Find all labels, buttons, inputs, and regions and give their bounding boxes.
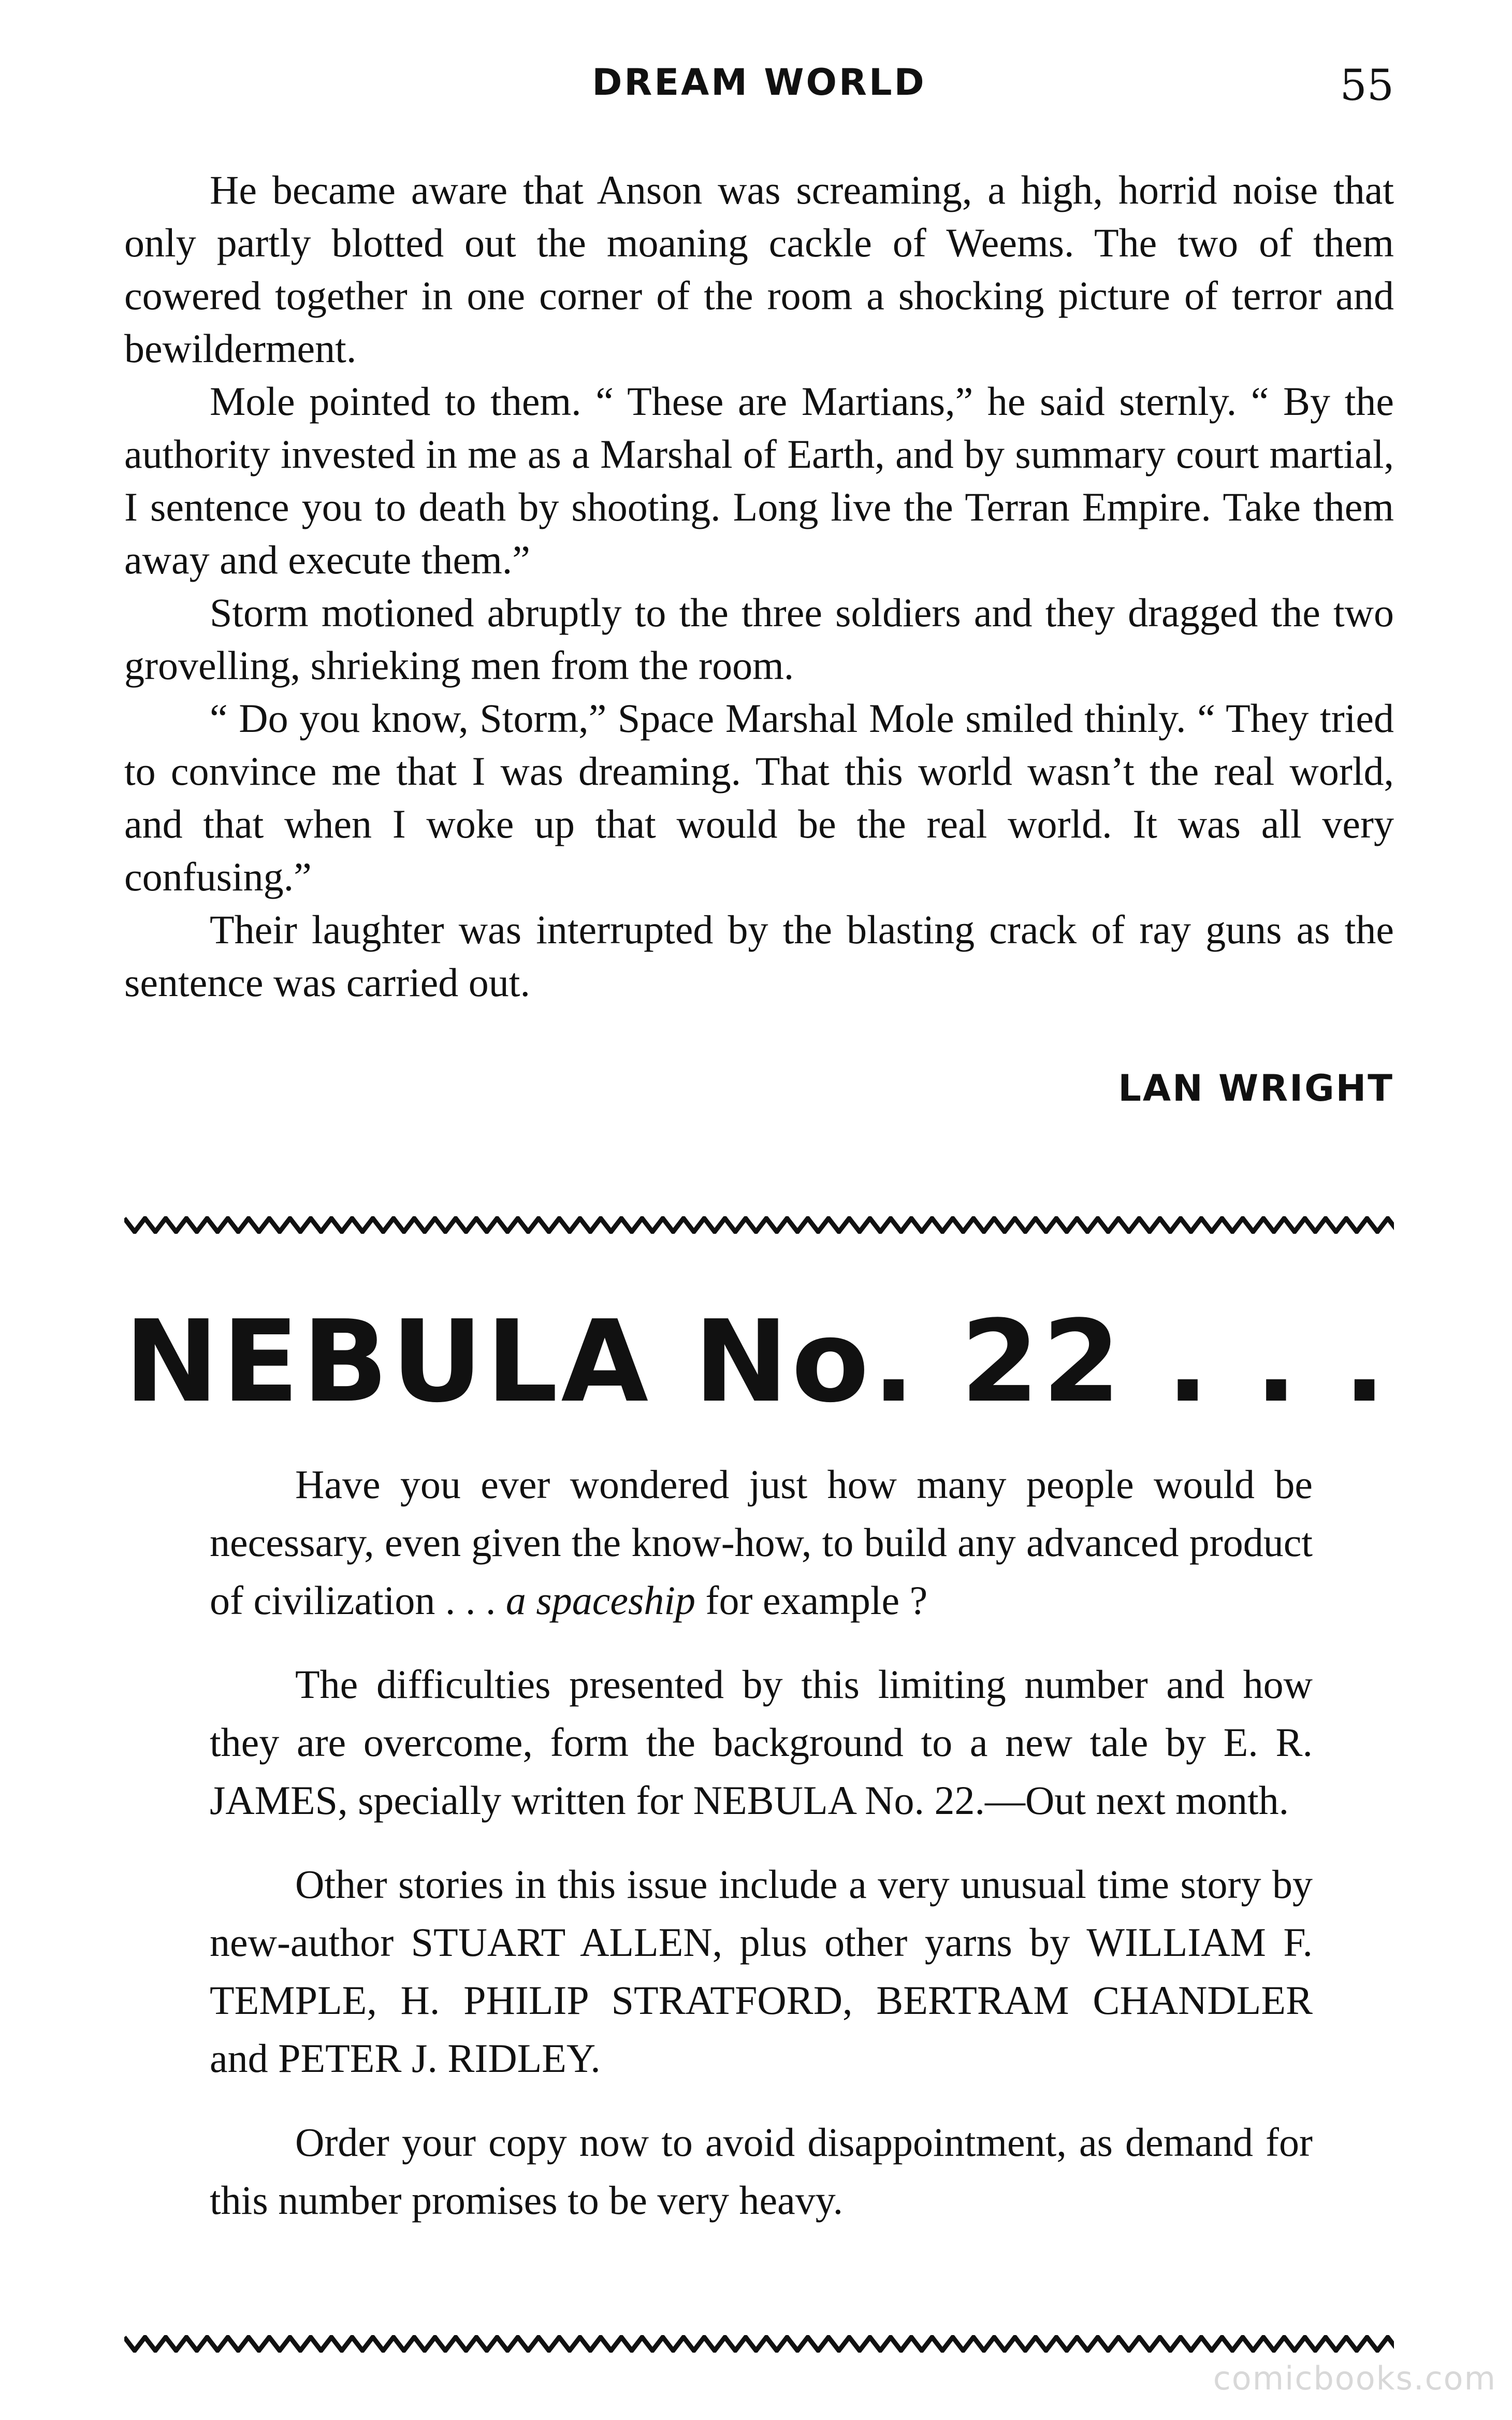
story-paragraph: Storm motioned abruptly to the three soldiers and they dragged the two grovelling, shrieking men from the room. <box>124 590 1394 688</box>
announcement-paragraph <box>210 1456 1313 1630</box>
story-text <box>124 164 1394 1009</box>
story-paragraph: Their laughter was interrupted by the blasting crack of ray guns as the sentence was carried out. <box>124 907 1394 1005</box>
italic-phrase: a spaceship <box>505 1578 695 1623</box>
announcement-paragraph: Order your copy now to avoid disappointment, as demand for this number promises to be very heavy. <box>210 2120 1313 2223</box>
ornamental-divider <box>124 1216 1394 1234</box>
zigzag-ornament <box>124 2335 1394 2353</box>
ornamental-divider <box>124 2335 1394 2353</box>
running-title: DREAM WORLD <box>592 61 926 104</box>
zigzag-ornament <box>124 1216 1394 1234</box>
announcement-text <box>210 1456 1313 2255</box>
announcement-title: NEBULA No. 22 . . . <box>124 1297 1389 1428</box>
story-paragraph: He became aware that Anson was screaming, a high, horrid noise that only partly blotted out the moaning cackle of Weems. The two of them cowered together in one corner of the room a shocking picture of terror and bewilderment. <box>124 167 1394 371</box>
story-paragraph: “ Do you know, Storm,” Space Marshal Mole smiled thinly. “ They tried to convince me that I was dreaming. That this world wasn’t the real world, and that when I woke up that would be the real world. It was all very confusing.” <box>124 696 1394 899</box>
announcement-text-run: for example ? <box>695 1578 928 1623</box>
watermark: comicbooks.com <box>1213 2359 1496 2397</box>
announcement-text-run: Have you ever wondered just how many people would be necessary, even given the know-how, to build any advanced product of civilization . . . <box>210 1462 1313 1623</box>
announcement-paragraph: Other stories in this issue include a very unusual time story by new-author STUART ALLEN, plus other yarns by WILLIAM F. TEMPLE, H. PHILIP STRATFORD, BERTRAM CHANDLER and PETER J. RIDLEY. <box>210 1862 1313 2081</box>
story-paragraph: Mole pointed to them. “ These are Martians,” he said sternly. “ By the authority invested in me as a Marshal of Earth, and by summary court martial, I sentence you to death by shooting. Long live the Terran Empire. Take them away and execute them.” <box>124 379 1394 582</box>
page-header <box>124 61 1394 123</box>
page-number: 55 <box>1340 61 1394 110</box>
author-byline: LAN WRIGHT <box>1118 1067 1394 1110</box>
announcement-paragraph: The difficulties presented by this limiting number and how they are overcome, form the background to a new tale by E. R. JAMES, specially written for NEBULA No. 22.—Out next month. <box>210 1662 1313 1823</box>
